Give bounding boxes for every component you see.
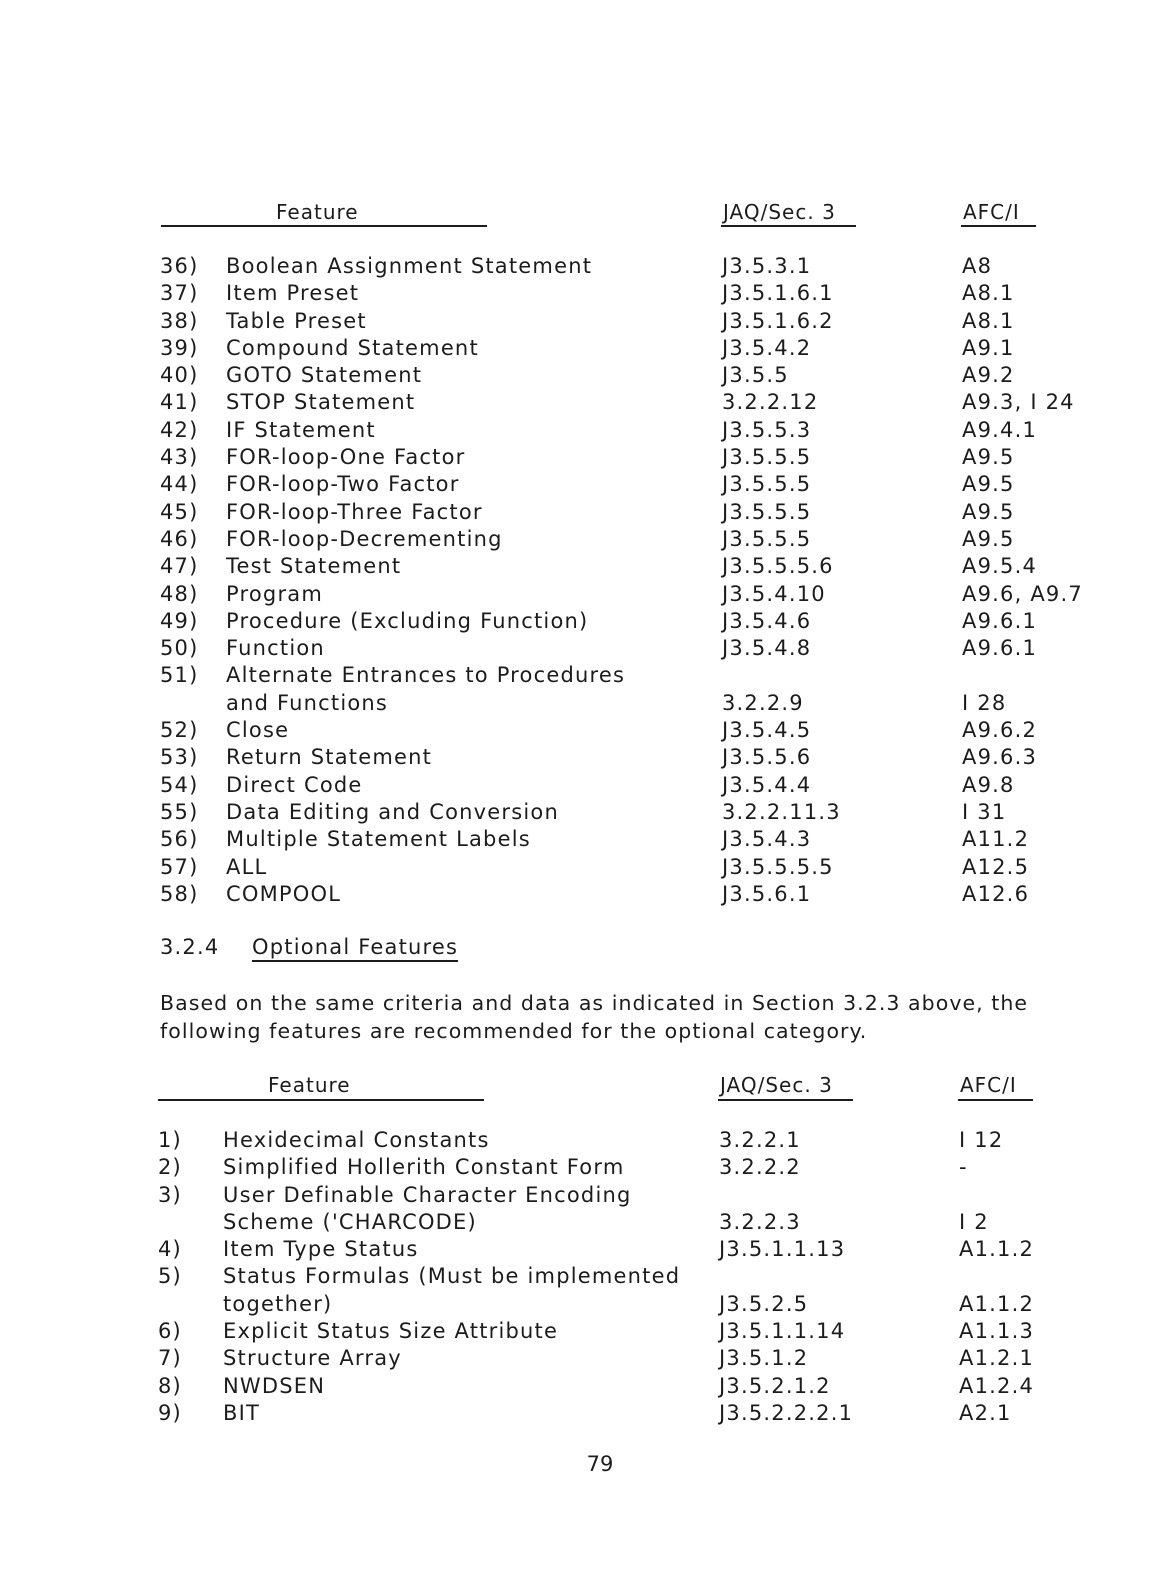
table-row: [0, 362, 1164, 389]
row-jaq-ref: J3.5.6.1: [722, 881, 812, 906]
row-feature: Program: [226, 581, 324, 606]
row-jaq-ref: J3.5.2.1.2: [719, 1373, 831, 1398]
row-feature: together): [223, 1291, 333, 1316]
section-title: Optional Features: [252, 935, 458, 962]
table-row: [0, 253, 1164, 280]
row-jaq-ref: J3.5.4.5: [722, 718, 812, 743]
row-number: 47): [160, 554, 199, 579]
row-afc-ref: A9.5: [962, 526, 1015, 551]
row-jaq-ref: J3.5.5.5: [722, 472, 812, 497]
table-row: [0, 553, 1164, 580]
table-row: [0, 308, 1164, 335]
row-feature: Close: [226, 718, 290, 743]
table-row: [0, 635, 1164, 662]
row-number: 6): [158, 1319, 182, 1344]
row-afc-ref: A1.2.4: [959, 1373, 1034, 1398]
row-feature: NWDSEN: [223, 1373, 326, 1398]
table-row: [0, 471, 1164, 498]
row-number: 41): [160, 390, 199, 415]
row-number: 38): [160, 308, 199, 333]
row-afc-ref: A9.3, I 24: [962, 390, 1075, 415]
row-jaq-ref: J3.5.2.5: [719, 1291, 809, 1316]
row-number: 54): [160, 772, 199, 797]
row-feature: FOR-loop-Two Factor: [226, 472, 460, 497]
row-afc-ref: A9.5: [962, 472, 1015, 497]
table-row: [0, 1236, 1164, 1263]
table2-header-afc-rule: [958, 1099, 1033, 1101]
table-row: [0, 581, 1164, 608]
row-number: 58): [160, 881, 199, 906]
table-row: [0, 690, 1164, 717]
table-row: [0, 744, 1164, 771]
table-row: [0, 772, 1164, 799]
table-row: [0, 389, 1164, 416]
row-afc-ref: A2.1: [959, 1400, 1012, 1425]
table2-body: [0, 1127, 1164, 1427]
row-feature: Boolean Assignment Statement: [226, 254, 593, 278]
table-row: [0, 526, 1164, 553]
page-number: 79: [586, 1452, 614, 1476]
row-jaq-ref: 3.2.2.9: [722, 690, 804, 715]
row-feature: COMPOOL: [226, 881, 342, 906]
row-jaq-ref: J3.5.5.5: [722, 445, 812, 470]
row-jaq-ref: 3.2.2.11.3: [722, 799, 841, 824]
row-jaq-ref: J3.5.4.6: [722, 608, 812, 633]
row-number: 36): [160, 254, 199, 278]
row-number: 56): [160, 827, 199, 852]
row-number: 8): [158, 1373, 182, 1398]
table-row: [0, 1373, 1164, 1400]
table2-header-feature-rule: [158, 1099, 484, 1101]
table2-header-afc: AFC/I: [960, 1073, 1017, 1097]
row-feature: Simplified Hollerith Constant Form: [223, 1155, 625, 1180]
row-feature: Scheme ('CHARCODE): [223, 1209, 477, 1234]
row-feature: GOTO Statement: [226, 363, 423, 388]
row-jaq-ref: J3.5.1.2: [719, 1346, 809, 1371]
row-feature: FOR-loop-One Factor: [226, 445, 466, 470]
row-number: 50): [160, 636, 199, 661]
row-feature: Alternate Entrances to Procedures: [226, 663, 626, 688]
row-afc-ref: A12.5: [962, 854, 1030, 879]
row-afc-ref: A11.2: [962, 827, 1030, 852]
row-afc-ref: I 31: [962, 799, 1007, 824]
row-number: 46): [160, 526, 199, 551]
row-jaq-ref: J3.5.5.5: [722, 499, 812, 524]
table1-header-afc-rule: [961, 225, 1036, 227]
table-row: [0, 854, 1164, 881]
section-number: 3.2.4: [160, 935, 220, 959]
row-number: 44): [160, 472, 199, 497]
table1-header-feature-rule: [161, 225, 487, 227]
table2-header-jaq: JAQ/Sec. 3: [720, 1073, 833, 1097]
row-number: 42): [160, 417, 199, 442]
row-jaq-ref: J3.5.1.1.14: [719, 1319, 846, 1344]
table-row: [0, 1263, 1164, 1290]
row-number: 49): [160, 608, 199, 633]
row-afc-ref: I 2: [959, 1209, 989, 1234]
row-afc-ref: A1.1.2: [959, 1291, 1034, 1316]
row-feature: BIT: [223, 1400, 261, 1425]
row-afc-ref: A9.5: [962, 445, 1015, 470]
row-feature: Procedure (Excluding Function): [226, 608, 589, 633]
row-feature: and Functions: [226, 690, 389, 715]
row-afc-ref: A9.5.4: [962, 554, 1037, 579]
row-number: 57): [160, 854, 199, 879]
row-afc-ref: A9.6.2: [962, 718, 1037, 743]
table-row: [0, 1291, 1164, 1318]
row-jaq-ref: J3.5.5: [722, 363, 789, 388]
row-jaq-ref: J3.5.1.6.1: [722, 281, 834, 306]
row-feature: ALL: [226, 854, 268, 879]
row-afc-ref: A8.1: [962, 308, 1015, 333]
row-number: 1): [158, 1128, 182, 1152]
table1-body: [0, 253, 1164, 908]
row-jaq-ref: J3.5.5.6: [722, 745, 812, 770]
row-jaq-ref: J3.5.5.3: [722, 417, 812, 442]
row-jaq-ref: J3.5.5.5: [722, 526, 812, 551]
row-afc-ref: A9.6.3: [962, 745, 1037, 770]
row-afc-ref: A9.4.1: [962, 417, 1037, 442]
row-jaq-ref: 3.2.2.2: [719, 1155, 801, 1180]
table-row: [0, 1127, 1164, 1154]
row-jaq-ref: 3.2.2.12: [722, 390, 819, 415]
table-row: [0, 1345, 1164, 1372]
table1-header-jaq: JAQ/Sec. 3: [723, 200, 836, 224]
table-row: [0, 335, 1164, 362]
row-afc-ref: I 28: [962, 690, 1007, 715]
row-feature: Item Preset: [226, 281, 360, 306]
row-afc-ref: A9.6.1: [962, 608, 1037, 633]
row-number: 43): [160, 445, 199, 470]
row-afc-ref: A9.2: [962, 363, 1015, 388]
row-jaq-ref: J3.5.2.2.2.1: [719, 1400, 854, 1425]
row-afc-ref: A9.8: [962, 772, 1015, 797]
row-number: 55): [160, 799, 199, 824]
row-jaq-ref: J3.5.4.8: [722, 636, 812, 661]
table-row: [0, 799, 1164, 826]
row-jaq-ref: 3.2.2.1: [719, 1128, 801, 1152]
table-row: [0, 1400, 1164, 1427]
table-row: [0, 444, 1164, 471]
row-afc-ref: A12.6: [962, 881, 1030, 906]
row-feature: Multiple Statement Labels: [226, 827, 531, 852]
row-number: 7): [158, 1346, 182, 1371]
row-number: 9): [158, 1400, 182, 1425]
table2-header-jaq-rule: [718, 1099, 853, 1101]
row-number: 2): [158, 1155, 182, 1180]
row-afc-ref: I 12: [959, 1128, 1004, 1152]
table1-header-jaq-rule: [721, 225, 856, 227]
row-feature: STOP Statement: [226, 390, 416, 415]
table-row: [0, 608, 1164, 635]
row-afc-ref: A8: [962, 254, 993, 278]
row-jaq-ref: J3.5.4.2: [722, 335, 812, 360]
row-afc-ref: A9.6, A9.7: [962, 581, 1083, 606]
row-jaq-ref: J3.5.1.6.2: [722, 308, 834, 333]
row-afc-ref: A9.6.1: [962, 636, 1037, 661]
table-row: [0, 1182, 1164, 1209]
row-number: 52): [160, 718, 199, 743]
row-feature: Table Preset: [226, 308, 367, 333]
table1-header-afc: AFC/I: [963, 200, 1020, 224]
table-row: [0, 1209, 1164, 1236]
row-feature: Data Editing and Conversion: [226, 799, 559, 824]
table-row: [0, 1318, 1164, 1345]
row-afc-ref: A9.1: [962, 335, 1015, 360]
row-feature: IF Statement: [226, 417, 376, 442]
row-number: 45): [160, 499, 199, 524]
row-jaq-ref: J3.5.4.10: [722, 581, 826, 606]
row-afc-ref: A8.1: [962, 281, 1015, 306]
row-feature: Test Statement: [226, 554, 402, 579]
table-row: [0, 1154, 1164, 1181]
table-row: [0, 826, 1164, 853]
section-paragraph: Based on the same criteria and data as indicated in Section 3.2.3 above, the following features are recommended for the optional category.: [160, 991, 1029, 1043]
row-afc-ref: A1.1.2: [959, 1237, 1034, 1262]
row-afc-ref: A1.1.3: [959, 1319, 1034, 1344]
row-feature: Compound Statement: [226, 335, 479, 360]
row-jaq-ref: J3.5.5.5.5: [722, 854, 834, 879]
table-row: [0, 662, 1164, 689]
table-row: [0, 417, 1164, 444]
row-feature: Function: [226, 636, 325, 661]
table1-header-feature: Feature: [276, 200, 359, 224]
row-number: 51): [160, 663, 199, 688]
table-row: [0, 881, 1164, 908]
table-row: [0, 717, 1164, 744]
row-number: 5): [158, 1264, 182, 1289]
table-row: [0, 280, 1164, 307]
table2-header-feature: Feature: [268, 1073, 351, 1097]
row-jaq-ref: J3.5.4.3: [722, 827, 812, 852]
row-jaq-ref: J3.5.5.5.6: [722, 554, 834, 579]
row-feature: Return Statement: [226, 745, 433, 770]
row-number: 48): [160, 581, 199, 606]
row-afc-ref: A1.2.1: [959, 1346, 1034, 1371]
row-jaq-ref: J3.5.4.4: [722, 772, 812, 797]
row-number: 4): [158, 1237, 182, 1262]
row-feature: FOR-loop-Three Factor: [226, 499, 483, 524]
row-afc-ref: A9.5: [962, 499, 1015, 524]
row-number: 53): [160, 745, 199, 770]
table-row: [0, 499, 1164, 526]
row-afc-ref: -: [959, 1155, 968, 1180]
row-feature: Explicit Status Size Attribute: [223, 1319, 559, 1344]
row-number: 39): [160, 335, 199, 360]
row-feature: Structure Array: [223, 1346, 402, 1371]
row-jaq-ref: J3.5.3.1: [722, 254, 812, 278]
row-number: 37): [160, 281, 199, 306]
row-feature: FOR-loop-Decrementing: [226, 526, 503, 551]
row-feature: Status Formulas (Must be implemented: [223, 1264, 681, 1289]
row-number: 3): [158, 1182, 182, 1207]
row-feature: Direct Code: [226, 772, 363, 797]
row-feature: Hexidecimal Constants: [223, 1128, 490, 1152]
row-feature: User Definable Character Encoding: [223, 1182, 632, 1207]
row-jaq-ref: J3.5.1.1.13: [719, 1237, 846, 1262]
row-jaq-ref: 3.2.2.3: [719, 1209, 801, 1234]
row-number: 40): [160, 363, 199, 388]
row-feature: Item Type Status: [223, 1237, 419, 1262]
